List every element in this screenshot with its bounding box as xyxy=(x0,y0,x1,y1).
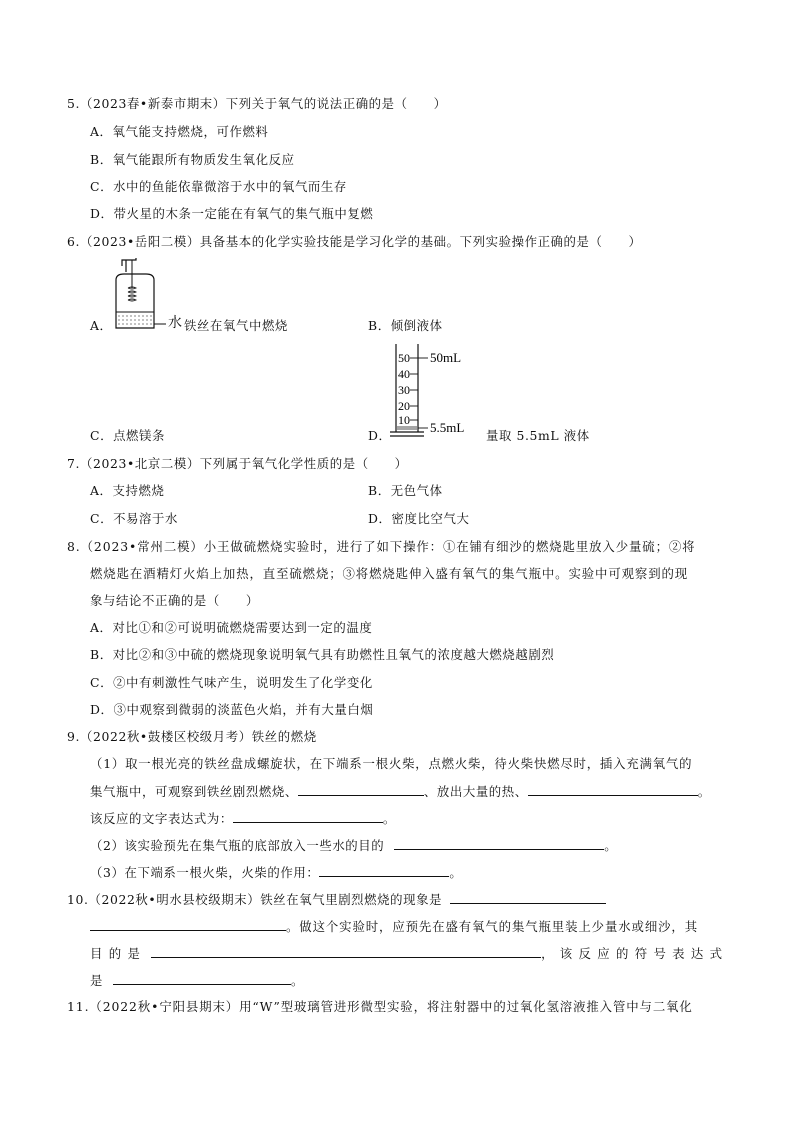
q9-part3 xyxy=(90,864,462,881)
q7-stem: 7.（2023•北京二模）下列属于氧气化学性质的是（ ） xyxy=(67,456,408,471)
q5-option-c: C．水中的鱼能依靠微溶于水中的氧气而生存 xyxy=(90,179,347,194)
q10-line2 xyxy=(90,918,698,935)
q9-part3-text: （3）在下端系一根火柴，火柴的作用： xyxy=(90,865,320,880)
q6-option-d-letter: D． xyxy=(368,428,392,443)
q9-part2 xyxy=(90,837,617,854)
q10-line4 xyxy=(90,972,304,989)
q10-text-e: 是 xyxy=(90,973,103,988)
q9-part1-line2 xyxy=(90,783,711,800)
q6-option-a-caption: 铁丝在氧气中燃烧 xyxy=(184,318,288,333)
q8-option-b: B．对比②和③中硫的燃烧现象说明氧气具有助燃性且氧气的浓度越大燃烧越剧烈 xyxy=(90,647,555,662)
graduated-cylinder-figure xyxy=(388,340,488,440)
q8-option-a: A．对比①和②可说明硫燃烧需要达到一定的温度 xyxy=(90,620,373,635)
q9-part2-text: （2）该实验预先在集气瓶的底部放入一些水的目的 xyxy=(90,838,385,853)
q10-text-c: 目 的 是 xyxy=(90,946,142,961)
q6-option-b: B．倾倒液体 xyxy=(368,318,443,333)
answer-blank[interactable] xyxy=(113,972,291,985)
q8-option-d: D．③中观察到微弱的淡蓝色火焰，并有大量白烟 xyxy=(90,702,374,717)
q6-option-a-letter: A． xyxy=(90,318,113,333)
q5-option-a: A．氧气能支持燃烧，可作燃料 xyxy=(90,124,269,139)
q7-option-c: C．不易溶于水 xyxy=(90,511,179,526)
answer-blank[interactable] xyxy=(298,783,424,796)
q9-part1-text-c: 。 xyxy=(697,784,711,799)
cylinder-top-label: 50mL xyxy=(430,350,462,365)
q9-part1-text-d: 该反应的文字表达式为： xyxy=(90,811,233,826)
q5-option-d: D．带火星的木条一定能在有氧气的集气瓶中复燃 xyxy=(90,206,374,221)
q6-option-c: C．点燃镁条 xyxy=(90,428,166,443)
answer-blank[interactable] xyxy=(450,891,606,904)
q10-line1 xyxy=(67,891,606,908)
q9-part2-end: 。 xyxy=(604,838,618,853)
iron-wire-oxygen-jar-figure xyxy=(108,258,168,336)
q9-part1-line1: （1）取一根光亮的铁丝盘成螺旋状，在下端系一根火柴，点燃火柴，待火柴快燃尽时，插入充满氧气的 xyxy=(90,756,693,771)
tick-label-10: 10 xyxy=(398,413,410,427)
answer-blank[interactable] xyxy=(151,945,541,958)
answer-blank[interactable] xyxy=(528,783,698,796)
q10-text-b: 。做这个实验时，应预先在盛有氧气的集气瓶里装上少量水或细沙，其 xyxy=(286,919,699,934)
q7-option-b: B．无色气体 xyxy=(368,483,443,498)
tick-label-50: 50 xyxy=(398,351,410,365)
q9-part1-text-b: 、放出大量的热、 xyxy=(423,784,528,799)
q6-option-d-caption: 量取 5.5mL 液体 xyxy=(486,428,590,443)
q5-stem: 5.（2023春•新泰市期末）下列关于氧气的说法正确的是（ ） xyxy=(67,96,447,111)
q8-option-c: C．②中有刺激性气味产生，说明发生了化学变化 xyxy=(90,675,373,690)
answer-blank[interactable] xyxy=(233,810,383,823)
q10-line3 xyxy=(90,945,723,962)
tick-label-30: 30 xyxy=(398,383,410,397)
q6-stem: 6.（2023•岳阳二模）具备基本的化学实验技能是学习化学的基础。下列实验操作正确的是（ ） xyxy=(67,234,642,249)
q10-text-a: 10.（2022秋•明水县校级期末）铁丝在氧气里剧烈燃烧的现象是 xyxy=(67,892,443,907)
q7-option-d: D．密度比空气大 xyxy=(368,511,470,526)
tick-label-40: 40 xyxy=(398,367,410,381)
cylinder-bottom-label: 5.5mL xyxy=(430,420,465,435)
answer-blank[interactable] xyxy=(319,864,449,877)
q10-text-d: ， 该 反 应 的 符 号 表 达 式 xyxy=(541,946,724,961)
answer-blank[interactable] xyxy=(90,918,286,931)
q9-part1-text-a: 集气瓶中，可观察到铁丝剧烈燃烧、 xyxy=(90,784,298,799)
q10-text-f: 。 xyxy=(291,973,304,988)
q9-stem: 9.（2022秋•鼓楼区校级月考）铁丝的燃烧 xyxy=(67,729,317,744)
q8-stem-line3: 象与结论不正确的是（ ） xyxy=(90,593,259,608)
q7-option-a: A．支持燃烧 xyxy=(90,483,165,498)
answer-blank[interactable] xyxy=(394,837,604,850)
q5-option-b: B．氧气能跟所有物质发生氧化反应 xyxy=(90,152,295,167)
q9-part1-line3 xyxy=(90,810,396,827)
q6-water-label: 水 xyxy=(168,315,183,331)
q9-part3-end: 。 xyxy=(449,865,463,880)
q8-stem-line2: 燃烧匙在酒精灯火焰上加热，直至硫燃烧；③将燃烧匙伸入盛有氧气的集气瓶中。实验中可观察到的现 xyxy=(90,566,689,581)
q8-stem-line1: 8.（2023•常州二模）小王做硫燃烧实验时，进行了如下操作：①在铺有细沙的燃烧匙里放入少量硫；②将 xyxy=(67,539,696,554)
q11-line1: 11.（2022秋•宁阳县期末）用“W”型玻璃管进形微型实验，将注射器中的过氧化氢溶液推入管中与二氧化 xyxy=(67,999,693,1014)
tick-label-20: 20 xyxy=(398,399,410,413)
q9-part1-text-e: 。 xyxy=(382,811,396,826)
